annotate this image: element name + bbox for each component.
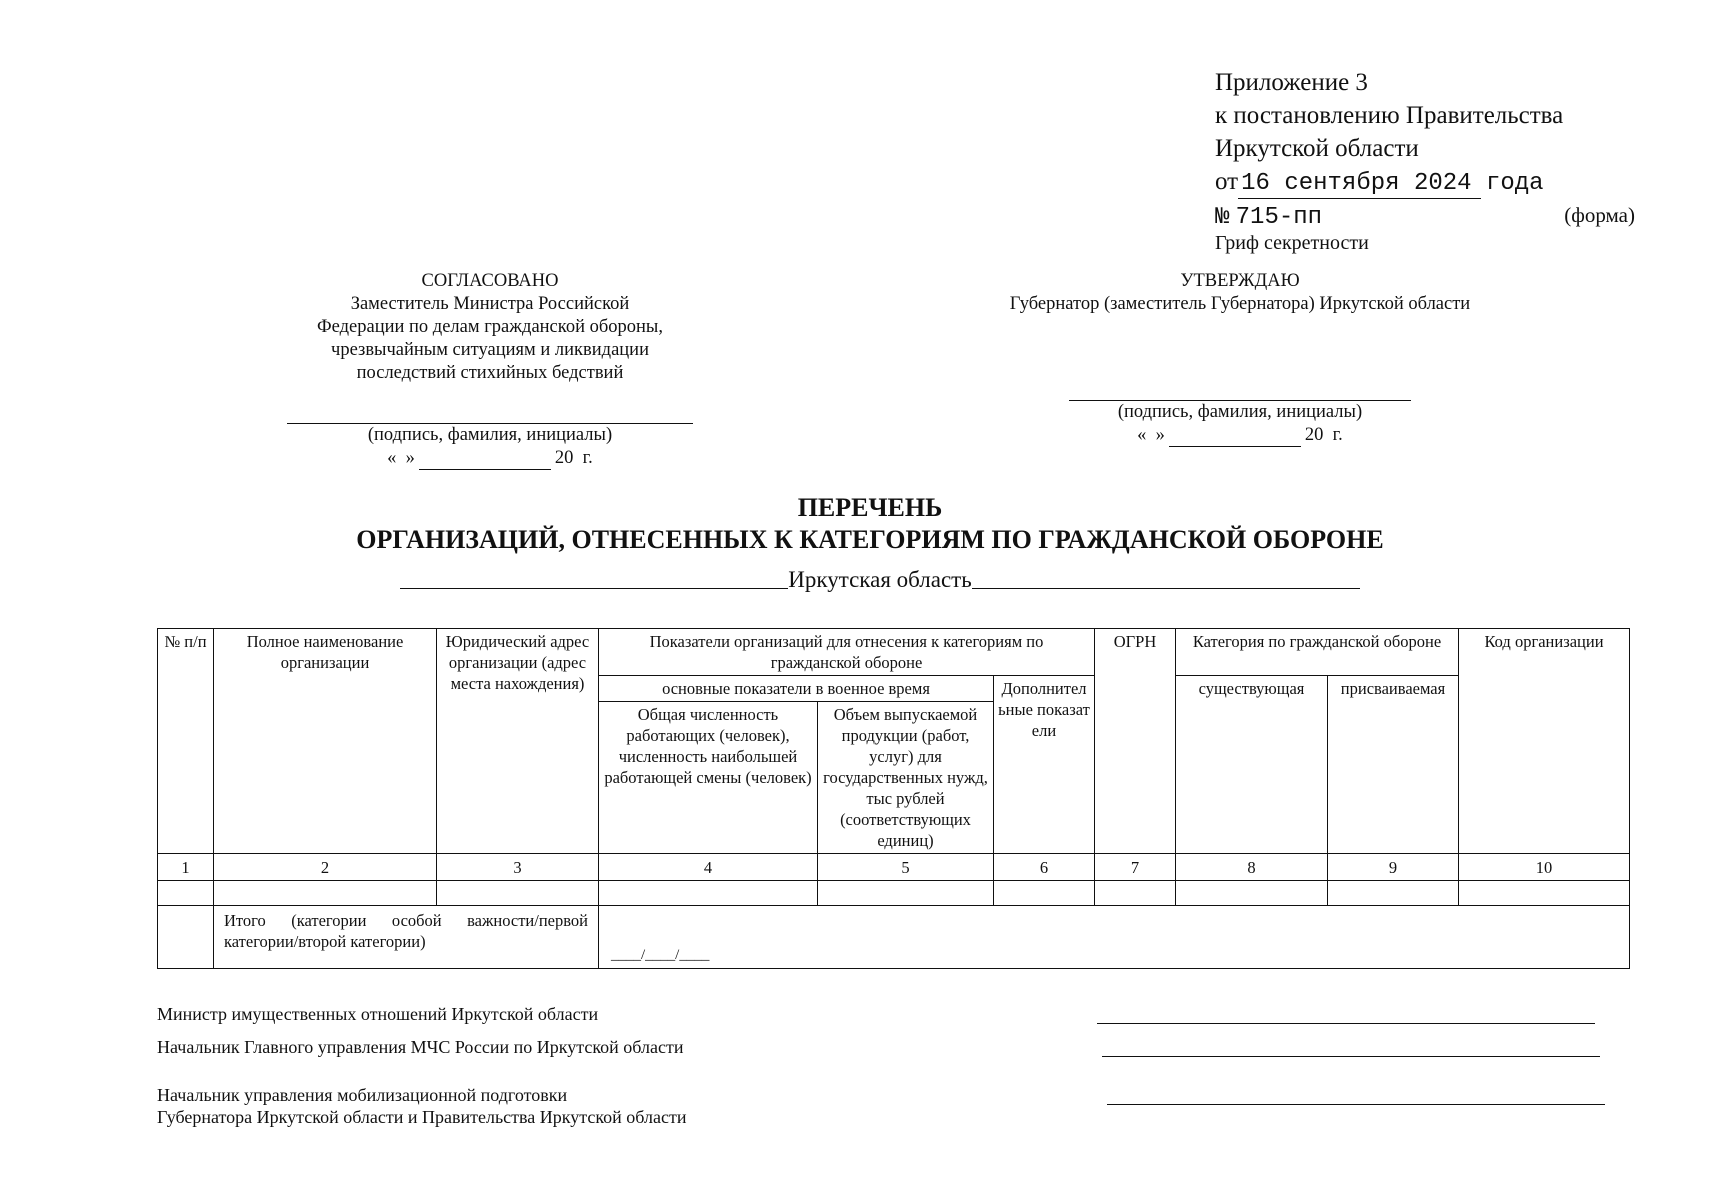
agreed-signature-caption: (подпись, фамилия, инициалы) bbox=[367, 425, 613, 445]
table-cell bbox=[214, 881, 437, 906]
appendix-number: Приложение 3 bbox=[1215, 69, 1368, 96]
column-number: 5 bbox=[818, 854, 994, 881]
header-ogrn: ОГРН bbox=[1095, 629, 1176, 854]
header-output: Объем выпускаемой продукции (работ, услуг) для государственных нужд, тыс рублей (соответствующих единиц) bbox=[818, 702, 994, 854]
date-prefix: от bbox=[1215, 168, 1239, 195]
column-number: 10 bbox=[1459, 854, 1630, 881]
header-num: № п/п bbox=[158, 629, 214, 854]
form-label: (форма) bbox=[1564, 203, 1635, 227]
column-number: 2 bbox=[214, 854, 437, 881]
table-cell bbox=[437, 881, 599, 906]
approve-block bbox=[980, 270, 1500, 447]
appendix-date-row bbox=[1215, 165, 1645, 199]
table-cell bbox=[1459, 881, 1630, 906]
region-fill-left bbox=[400, 566, 788, 589]
approve-heading: УТВЕРЖДАЮ bbox=[1180, 271, 1300, 291]
total-num-cell bbox=[158, 906, 214, 969]
agreed-date-line bbox=[270, 447, 710, 470]
region-name: Иркутская область bbox=[788, 567, 972, 592]
approve-date-blank bbox=[1169, 430, 1301, 447]
table-cell bbox=[818, 881, 994, 906]
column-number: 7 bbox=[1095, 854, 1176, 881]
table-cell bbox=[599, 881, 818, 906]
table-cell bbox=[158, 881, 214, 906]
approve-signature-caption: (подпись, фамилия, инициалы) bbox=[1117, 402, 1363, 422]
column-number: 8 bbox=[1176, 854, 1328, 881]
column-number: 9 bbox=[1328, 854, 1459, 881]
header-existing: существующая bbox=[1176, 676, 1328, 854]
footer-signature-line-2 bbox=[1102, 1056, 1600, 1057]
column-number-row bbox=[158, 854, 1630, 881]
approve-date-year: 20 г. bbox=[1304, 425, 1343, 445]
secrecy-label: Гриф секретности bbox=[1215, 232, 1369, 254]
header-workers: Общая численность работающих (человек), численность наибольшей работающей смены (человек) bbox=[599, 702, 818, 854]
total-value-cell bbox=[599, 906, 1630, 969]
appendix-reference: к постановлению Правительства bbox=[1215, 102, 1564, 129]
title-line-2: ОРГАНИЗАЦИЙ, ОТНЕСЕННЫХ К КАТЕГОРИЯМ ПО ГРАЖДАНСКОЙ ОБОРОНЕ bbox=[356, 525, 1384, 554]
agreed-date-blank bbox=[419, 453, 551, 470]
footer-signer-1: Министр имущественных отношений Иркутской области bbox=[157, 1004, 599, 1024]
approve-date-line bbox=[980, 424, 1500, 447]
agreed-date-year: 20 г. bbox=[554, 448, 593, 468]
title-line-1: ПЕРЕЧЕНЬ bbox=[797, 493, 943, 522]
footer-signer-2: Начальник Главного управления МЧС России по Иркутской области bbox=[157, 1037, 684, 1057]
table-cell bbox=[1095, 881, 1176, 906]
appendix-region: Иркутской области bbox=[1215, 135, 1419, 162]
header-additional: Дополнительные показатели bbox=[994, 676, 1095, 854]
resolution-date: 16 сентября 2024 года bbox=[1238, 170, 1481, 199]
region-fill-right bbox=[972, 566, 1360, 589]
agreed-line-2: Федерации по делам гражданской обороны, bbox=[317, 317, 663, 337]
document-title bbox=[240, 492, 1500, 556]
agreed-date-open: « » bbox=[387, 448, 415, 468]
header-indicators: Показатели организаций для отнесения к категориям по гражданской обороне bbox=[599, 629, 1095, 676]
table-cell bbox=[994, 881, 1095, 906]
header-code: Код организации bbox=[1459, 629, 1630, 854]
header-name: Полное наименование организации bbox=[214, 629, 437, 854]
total-value: ____/____/____ bbox=[611, 947, 710, 963]
footer-signature-line-3 bbox=[1107, 1104, 1605, 1105]
agreed-line-3: чрезвычайным ситуациям и ликвидации bbox=[331, 340, 649, 360]
approve-line: Губернатор (заместитель Губернатора) Иркутской области bbox=[1009, 294, 1471, 314]
column-number: 3 bbox=[437, 854, 599, 881]
agreed-heading: СОГЛАСОВАНО bbox=[421, 271, 559, 291]
table-cell bbox=[1328, 881, 1459, 906]
footer-signature-line-1 bbox=[1097, 1023, 1595, 1024]
header-address: Юридический адрес организации (адрес места нахождения) bbox=[437, 629, 599, 854]
number-prefix: № bbox=[1215, 204, 1230, 231]
agreed-block bbox=[270, 270, 710, 470]
table-cell bbox=[1176, 881, 1328, 906]
table-row bbox=[158, 881, 1630, 906]
agreed-line-4: последствий стихийных бедствий bbox=[356, 363, 624, 383]
appendix-number-row bbox=[1215, 199, 1645, 234]
organizations-table bbox=[157, 628, 1630, 969]
column-number: 1 bbox=[158, 854, 214, 881]
approve-date-open: « » bbox=[1137, 425, 1165, 445]
agreed-line-1: Заместитель Министра Российской bbox=[350, 294, 630, 314]
header-category: Категория по гражданской обороне bbox=[1176, 629, 1459, 676]
region-line bbox=[400, 566, 1360, 593]
column-number: 6 bbox=[994, 854, 1095, 881]
total-row bbox=[158, 906, 1630, 969]
appendix-header bbox=[1215, 66, 1645, 234]
footer-signer-3: Начальник управления мобилизационной подготовки bbox=[157, 1085, 568, 1105]
column-number: 4 bbox=[599, 854, 818, 881]
resolution-number: 715-пп bbox=[1235, 204, 1323, 231]
total-label: Итого (категории особой важности/первой категории/второй категории) bbox=[214, 906, 599, 969]
header-assigned: присваиваемая bbox=[1328, 676, 1459, 854]
header-wartime: основные показатели в военное время bbox=[599, 676, 994, 702]
footer-signer-3-continued: Губернатора Иркутской области и Правительства Иркутской области bbox=[157, 1107, 687, 1127]
